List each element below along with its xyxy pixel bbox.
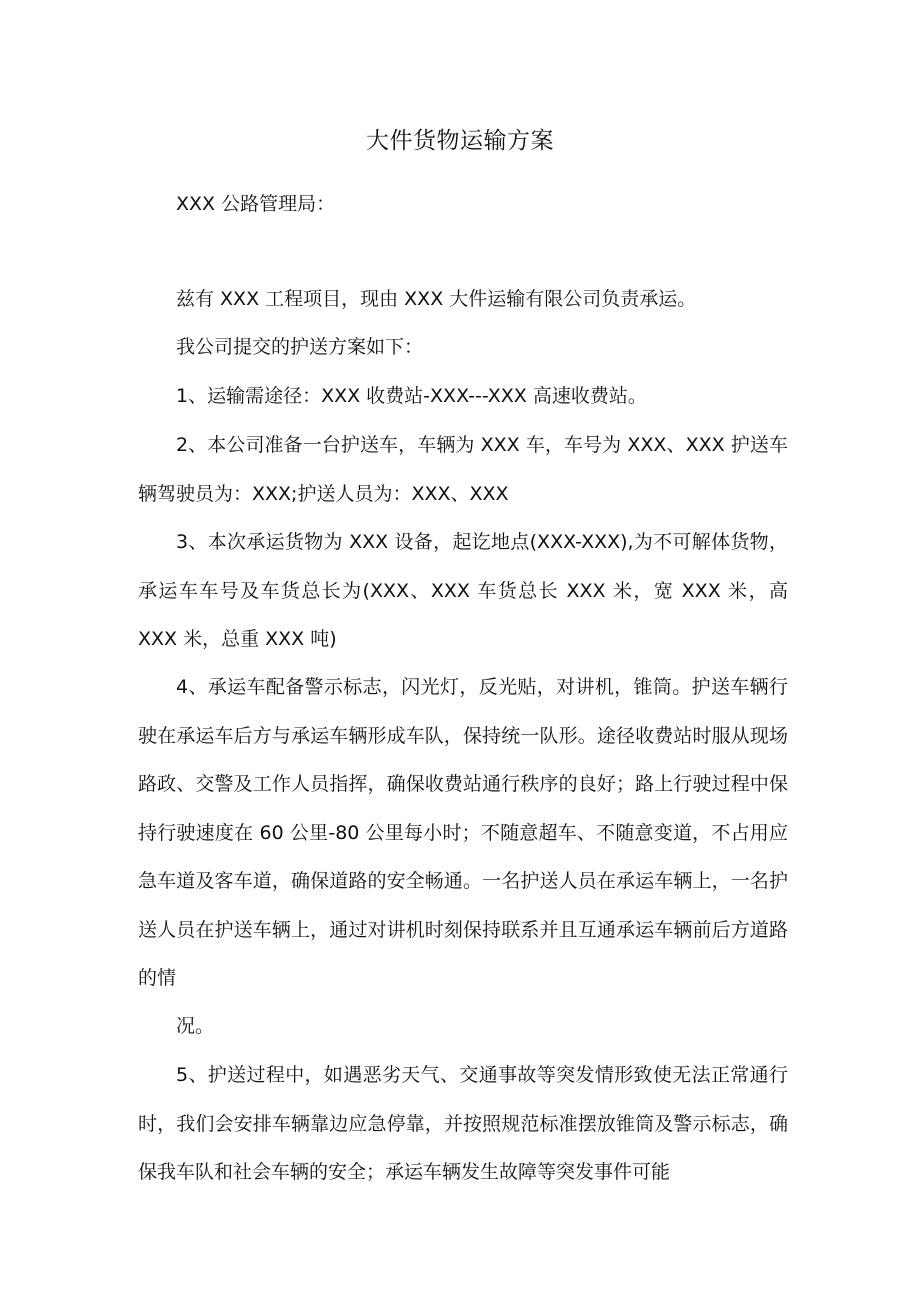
document-title: 大件货物运输方案	[366, 128, 554, 154]
paragraph-plan-heading: 我公司提交的护送方案如下：	[176, 336, 424, 358]
paragraph-item-5: 5、护送过程中，如遇恶劣天气、交通事故等突发情形致使无法正常通行时，我们会安排车辆靠边应急停靠，并按照规范标准摆放锥筒及警示标志，确保我车队和社会车辆的安全；承运车辆发生故障等突发事件可能	[138, 1064, 788, 1183]
paragraph-continuation: 况。	[176, 1015, 215, 1037]
paragraph-item-2: 2、本公司准备一台护送车，车辆为 XXX 车，车号为 XXX、XXX 护送车辆驾驶员为：XXX;护送人员为：XXX、XXX	[138, 434, 788, 505]
paragraph-item-3: 3、本次承运货物为 XXX 设备，起讫地点(XXX-XXX),为不可解体货物，承运车车号及车货总长为(XXX、XXX 车货总长 XXX 米，宽 XXX 米，高 XXX 米，总重 XXX 吨)	[138, 531, 788, 650]
paragraph-item-4: 4、承运车配备警示标志，闪光灯，反光贴，对讲机，锥筒。护送车辆行驶在承运车后方与承运车辆形成车队，保持统一队形。途径收费站时服从现场路政、交警及工作人员指挥，确保收费站通行秩序的良好；路上行驶过程中保持行驶速度在 60 公里-80 公里每小时；不随意超车、不随意变道，不占用应急车道及客车道，确保道路的安全畅通。一名护送人员在承运车辆上，一名护送人员在护送车辆上，通过对讲机时刻保持联系并且互通承运车辆前后方道路的情	[138, 676, 788, 989]
paragraph-intro: 兹有 XXX 工程项目，现由 XXX 大件运输有限公司负责承运。	[176, 288, 697, 310]
paragraph-item-1: 1、运输需途径：XXX 收费站-XXX---XXX 高速收费站。	[176, 385, 647, 407]
salutation: XXX 公路管理局：	[176, 193, 336, 215]
